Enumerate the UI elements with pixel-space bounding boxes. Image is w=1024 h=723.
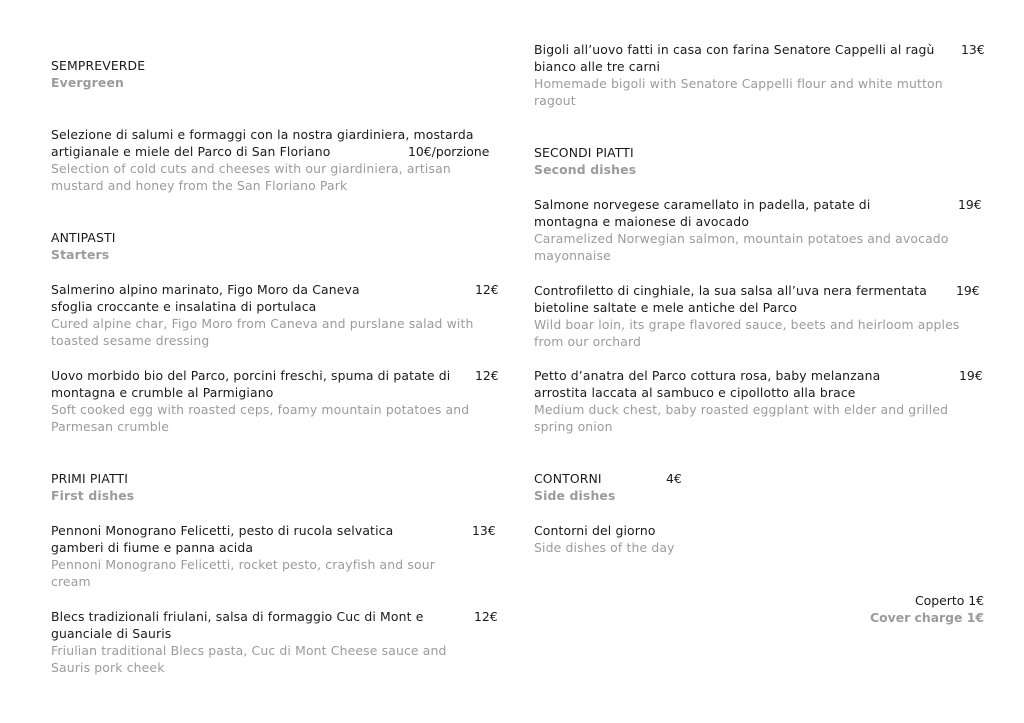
item-price: 19€ — [958, 197, 982, 212]
item-name-en: Selection of cold cuts and cheeses with our giardiniera, artisan mustard and honey from the San Floriano Park — [51, 161, 451, 193]
item-name-it: Contorni del giorno — [534, 523, 656, 538]
item-name-en: Wild boar loin, its grape flavored sauce, beets and heirloom apples from our orchard — [534, 317, 960, 349]
menu-item — [534, 41, 986, 109]
menu-item — [534, 522, 986, 556]
item-price: 12€ — [475, 368, 499, 383]
section-subtitle: Second dishes — [534, 162, 637, 177]
menu-item — [51, 608, 501, 676]
menu-item — [534, 367, 986, 435]
section-title: ANTIPASTI — [51, 230, 116, 245]
cover-charge — [870, 592, 984, 626]
item-price: 13€ — [961, 42, 985, 57]
section-secondi — [534, 144, 986, 178]
item-name-it: Selezione di salumi e formaggi con la nostra giardiniera, mostarda artigianale e miele del Parco di San Floriano — [51, 127, 474, 159]
section-subtitle: First dishes — [51, 488, 135, 503]
item-name-it: Salmone norvegese caramellato in padella, patate di montagna e maionese di avocado — [534, 197, 871, 229]
section-price: 4€ — [666, 471, 682, 486]
item-name-en: Homemade bigoli with Senatore Cappelli flour and white mutton ragout — [534, 76, 943, 108]
item-price: 10€/porzione — [408, 144, 490, 159]
item-name-it: Salmerino alpino marinato, Figo Moro da Caneva sfoglia croccante e insalatina di portulaca — [51, 282, 360, 314]
menu-item — [534, 282, 986, 350]
section-antipasti — [51, 229, 501, 263]
item-price: 12€ — [474, 609, 498, 624]
menu-item — [51, 522, 501, 590]
section-subtitle: Side dishes — [534, 488, 616, 503]
item-price: 12€ — [475, 282, 499, 297]
item-price: 19€ — [959, 368, 983, 383]
item-name-it: Controfiletto di cinghiale, la sua salsa all’uva nera fermentata bietoline saltate e mele antiche del Parco — [534, 283, 927, 315]
section-subtitle: Evergreen — [51, 75, 125, 90]
section-subtitle: Starters — [51, 247, 110, 262]
item-name-it: Blecs tradizionali friulani, salsa di formaggio Cuc di Mont e guanciale di Sauris — [51, 609, 424, 641]
section-title: SECONDI PIATTI — [534, 145, 634, 160]
item-name-en: Friulian traditional Blecs pasta, Cuc di Mont Cheese sauce and Sauris pork cheek — [51, 643, 447, 675]
menu-item — [534, 196, 986, 264]
section-primi — [51, 470, 501, 504]
item-price: 13€ — [472, 523, 496, 538]
item-name-en: Pennoni Monograno Felicetti, rocket pesto, crayfish and sour cream — [51, 557, 435, 589]
menu-item — [51, 281, 501, 349]
section-title: CONTORNI — [534, 471, 602, 486]
item-name-it: Uovo morbido bio del Parco, porcini freschi, spuma di patate di montagna e crumble al Parmigiano — [51, 368, 451, 400]
item-name-en: Caramelized Norwegian salmon, mountain potatoes and avocado mayonnaise — [534, 231, 949, 263]
item-price: 19€ — [956, 283, 980, 298]
item-name-it: Pennoni Monograno Felicetti, pesto di rucola selvatica gamberi di fiume e panna acida — [51, 523, 394, 555]
cover-charge-it: Coperto 1€ — [915, 593, 984, 608]
section-contorni — [534, 470, 986, 504]
item-name-en: Cured alpine char, Figo Moro from Caneva and purslane salad with toasted sesame dressing — [51, 316, 474, 348]
item-name-it: Petto d’anatra del Parco cottura rosa, baby melanzana arrostita laccata al sambuco e cipollotto alla brace — [534, 368, 881, 400]
item-name-en: Medium duck chest, baby roasted eggplant with elder and grilled spring onion — [534, 402, 949, 434]
menu-item — [51, 126, 501, 194]
item-name-it: Bigoli all’uovo fatti in casa con farina Senatore Cappelli al ragù bianco alle tre carni — [534, 42, 935, 74]
section-title: SEMPREVERDE — [51, 58, 146, 73]
menu-item — [51, 367, 501, 435]
cover-charge-en: Cover charge 1€ — [870, 610, 984, 625]
section-title: PRIMI PIATTI — [51, 471, 129, 486]
item-name-en: Soft cooked egg with roasted ceps, foamy mountain potatoes and Parmesan crumble — [51, 402, 470, 434]
item-name-en: Side dishes of the day — [534, 540, 675, 555]
section-sempreverde — [51, 57, 501, 91]
